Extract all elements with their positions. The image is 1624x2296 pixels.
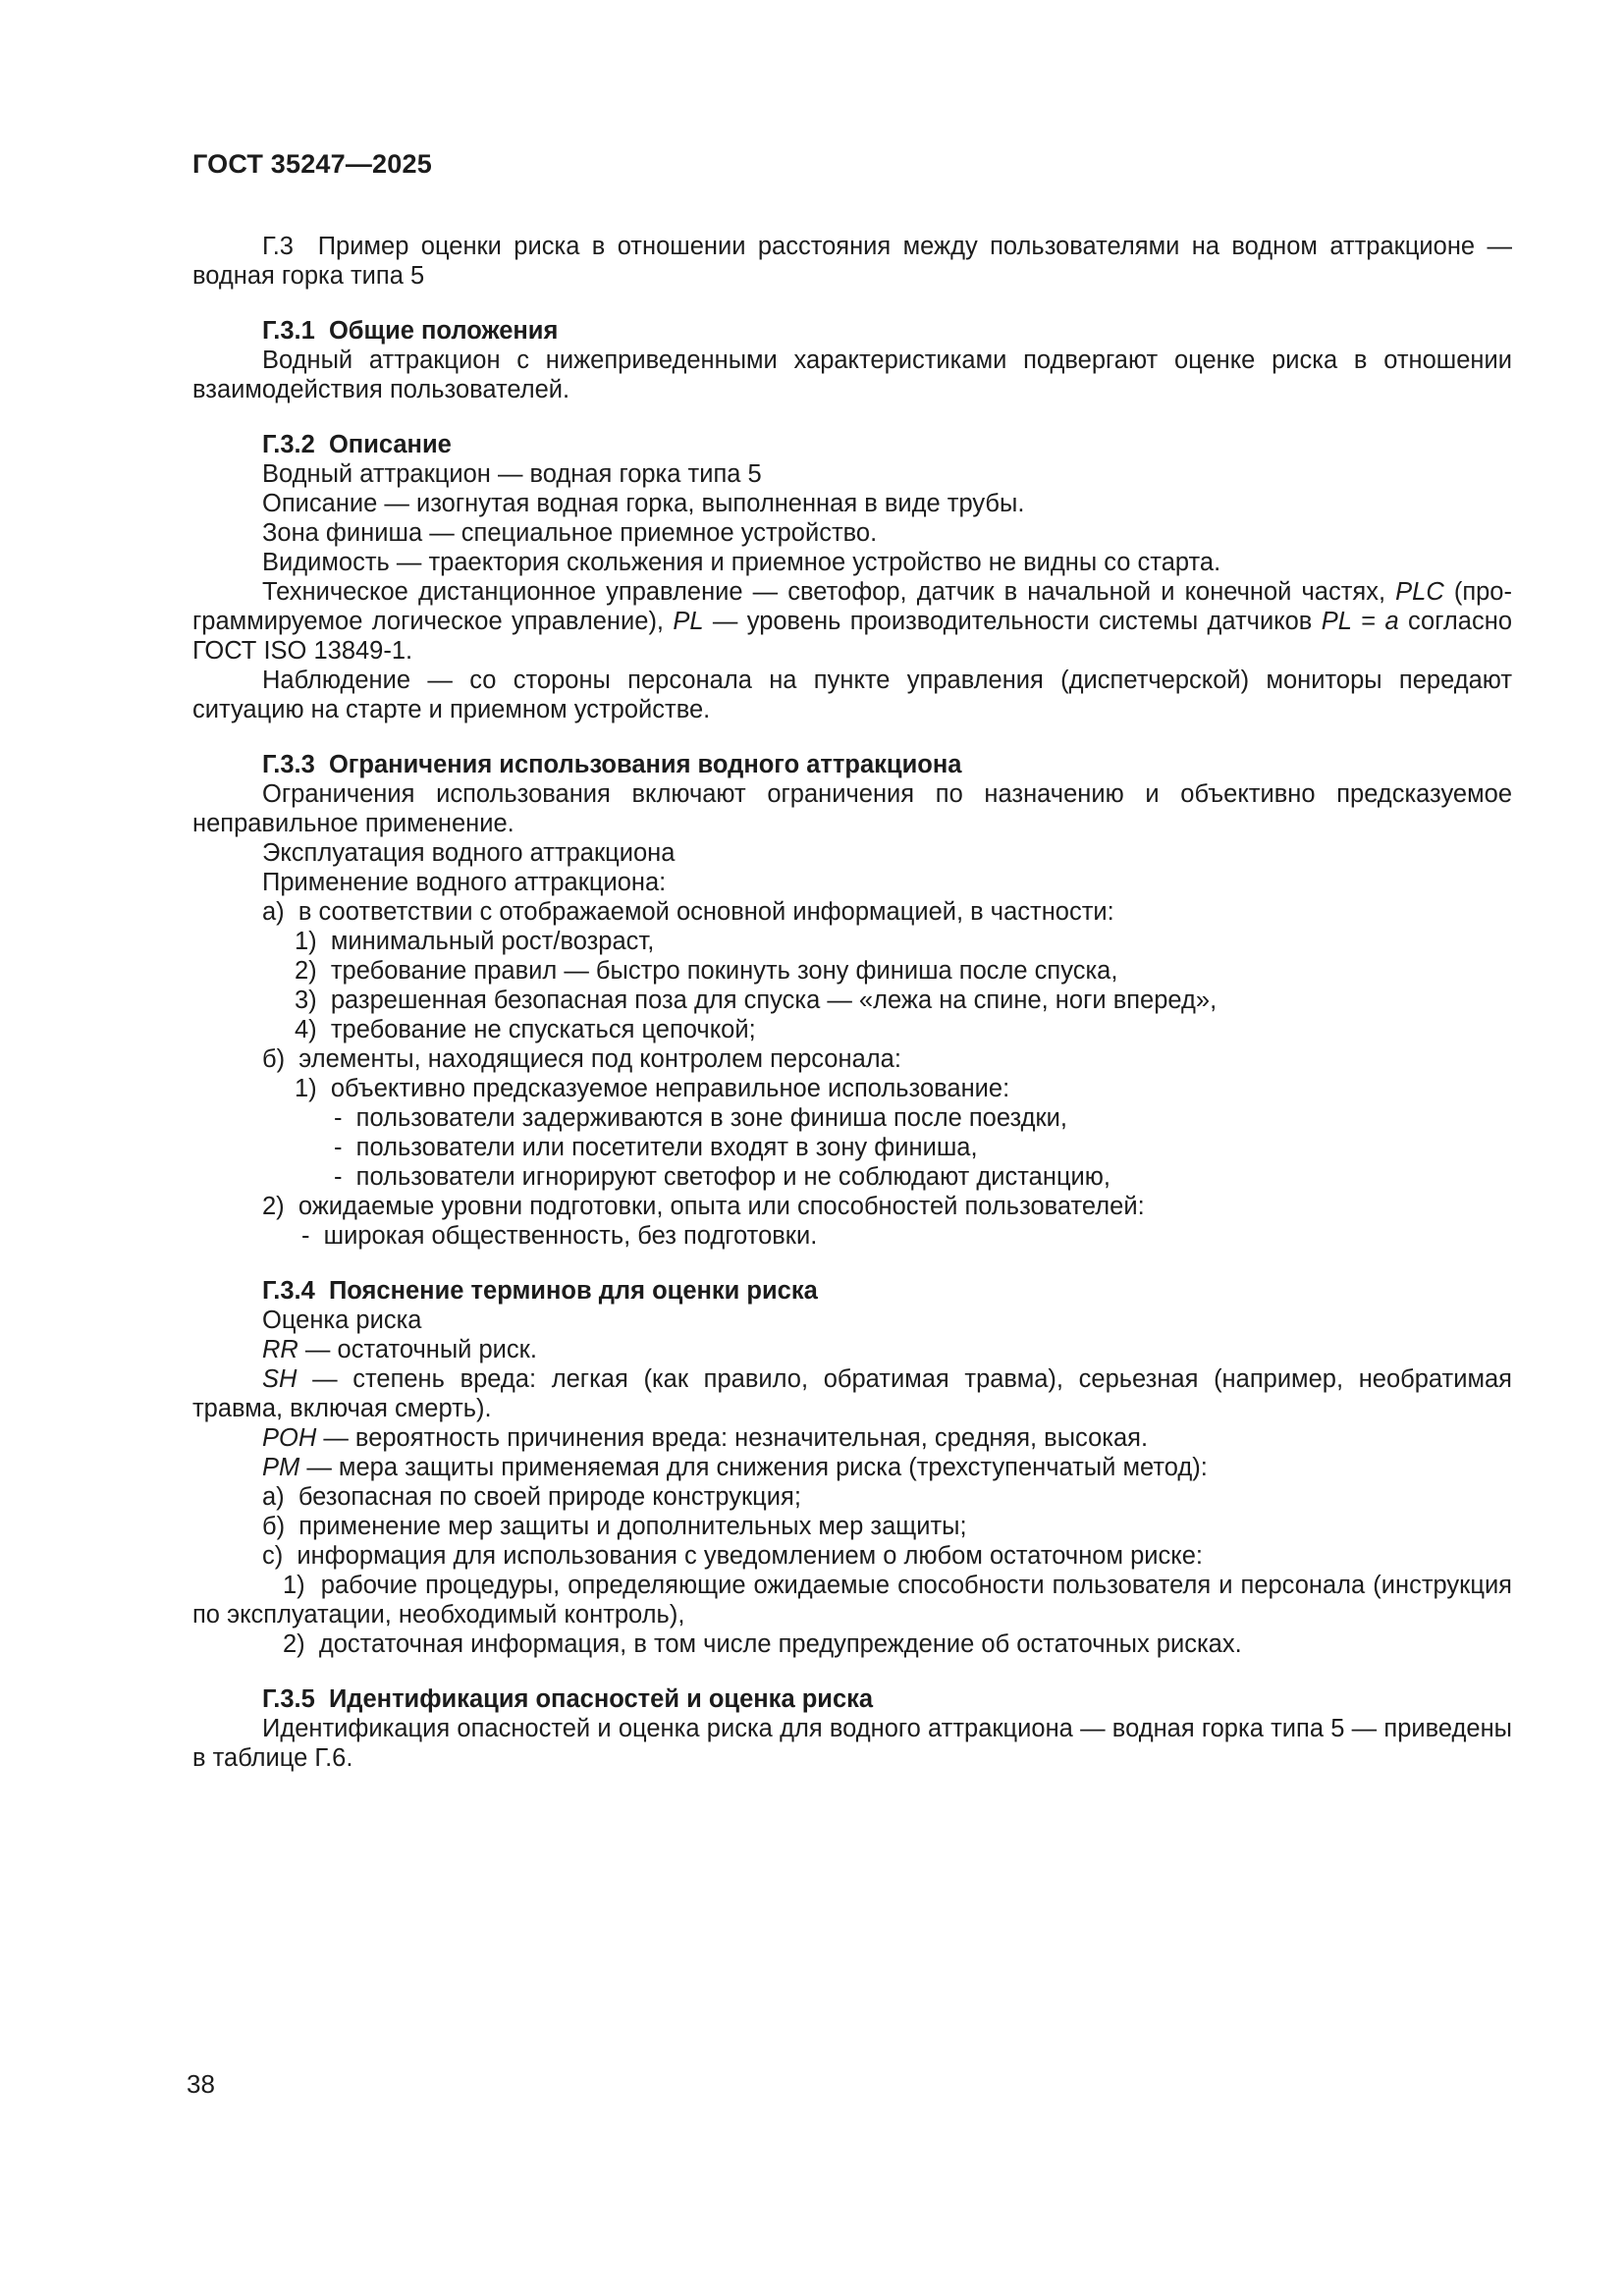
- paragraph: [192, 838, 1512, 868]
- text-run: =: [1351, 608, 1385, 635]
- text-run: Описание — изогнутая водная горка, выполненная в виде трубы.: [262, 490, 1025, 517]
- paragraph: [192, 1629, 1512, 1659]
- paragraph: [192, 1162, 1512, 1192]
- text-run: 4) требование не спускаться цепочкой;: [295, 1016, 756, 1043]
- text-run: б) применение мер защиты и дополнительных мер защиты;: [262, 1513, 967, 1540]
- text-run: - пользователи или посетители входят в зону финиша,: [334, 1134, 978, 1161]
- paragraph: [192, 666, 1512, 724]
- paragraph: [192, 1512, 1512, 1541]
- text-run: с) информация для использования с уведомлением о любом остаточном риске:: [262, 1542, 1203, 1570]
- text-run: 2) достаточная информация, в том числе предупреждение об остаточных рисках.: [283, 1630, 1242, 1658]
- paragraph: [192, 1423, 1512, 1453]
- text-run: - пользователи задерживаются в зоне финиша после поездки,: [334, 1104, 1067, 1132]
- text-run: 1) минимальный рост/возраст,: [295, 928, 655, 955]
- paragraph: [192, 459, 1512, 489]
- paragraph: [192, 986, 1512, 1015]
- paragraph: [192, 1571, 1512, 1629]
- text-run: — вероятность причинения вреда: незначительная, средняя, высокая.: [316, 1424, 1149, 1452]
- section-heading: [192, 1276, 1512, 1306]
- italic-term: POH: [262, 1424, 317, 1452]
- paragraph: [192, 1335, 1512, 1364]
- italic-term: SH: [262, 1365, 298, 1393]
- text-run: - пользователи игнорируют светофор и не соблюдают дистанцию,: [334, 1163, 1110, 1191]
- text-run: Оценка риска: [262, 1307, 422, 1334]
- paragraph: [192, 232, 1512, 291]
- text-run: Г.3.4 Пояснение терминов для оценки риска: [262, 1277, 818, 1305]
- text-run: Идентификация опасностей и оценка риска для водного аттракциона — водная горка типа 5 — приведены в таблице Г.6.: [192, 1715, 1512, 1772]
- paragraph: [192, 1541, 1512, 1571]
- paragraph: [192, 897, 1512, 927]
- paragraph: [192, 1306, 1512, 1335]
- paragraph: [192, 868, 1512, 897]
- text-run: б) элементы, находящиеся под контролем персонала:: [262, 1045, 901, 1073]
- section-heading: [192, 750, 1512, 779]
- text-run: Эксплуатация водного аттракциона: [262, 839, 676, 867]
- text-run: Зона финиша — специальное приемное устройство.: [262, 519, 878, 547]
- text-run: — уровень производительности системы датчиков: [703, 608, 1322, 635]
- text-run: - широкая общественность, без подготовки.: [301, 1222, 818, 1250]
- italic-term: a: [1384, 608, 1399, 635]
- paragraph: [192, 518, 1512, 548]
- paragraph: [192, 1192, 1512, 1221]
- paragraph: [192, 1103, 1512, 1133]
- paragraph: [192, 956, 1512, 986]
- text-run: Г.3 Пример оценки риска в отношении расстояния между пользователями на водном аттракционе — водная горка типа 5: [192, 233, 1512, 290]
- paragraph: [192, 927, 1512, 956]
- paragraph: [192, 577, 1512, 666]
- paragraph: [192, 1133, 1512, 1162]
- italic-term: PL: [1321, 608, 1352, 635]
- text-run: Ограничения использования включают ограничения по назначению и объективно предсказуемое неправильное применение.: [192, 780, 1512, 837]
- paragraph: [192, 548, 1512, 577]
- text-run: а) безопасная по своей природе конструкция;: [262, 1483, 801, 1511]
- text-run: 2) ожидаемые уровни подготовки, опыта или способностей пользователей:: [262, 1193, 1145, 1220]
- section-heading: [192, 1684, 1512, 1714]
- italic-term: PLC: [1395, 578, 1444, 606]
- text-run: 2) требование правил — быстро покинуть зону финиша после спуска,: [295, 957, 1118, 985]
- paragraph: [192, 346, 1512, 404]
- page-number: 38: [187, 2069, 215, 2099]
- italic-term: RR: [262, 1336, 298, 1363]
- paragraph: [192, 1221, 1512, 1251]
- text-run: Водный аттракцион — водная горка типа 5: [262, 460, 762, 488]
- italic-term: PL: [673, 608, 704, 635]
- text-run: — степень вреда: легкая (как правило, обратимая травма), серьезная (например, необратимая травма, включая смерть).: [192, 1365, 1512, 1422]
- text-run: 1) объективно предсказуемое неправильное использование:: [295, 1075, 1010, 1102]
- paragraph: [192, 1015, 1512, 1044]
- text-run: Видимость — траектория скольжения и приемное устройство не видны со старта.: [262, 549, 1221, 576]
- text-run: согласно ГОСТ ISO 13849-1.: [192, 608, 1513, 665]
- text-run: Наблюдение — со стороны персонала на пункте управления (диспетчерской) мониторы передают ситуацию на старте и приемном устройстве.: [192, 667, 1512, 723]
- paragraph: [192, 1364, 1512, 1423]
- paragraph: [192, 489, 1512, 518]
- paragraph: [192, 1714, 1512, 1773]
- paragraph: [192, 1482, 1512, 1512]
- section-heading: [192, 316, 1512, 346]
- italic-term: PM: [262, 1454, 300, 1481]
- text-run: Г.3.3 Ограничения использования водного аттракциона: [262, 751, 962, 778]
- running-header: ГОСТ 35247—2025: [192, 149, 432, 179]
- text-run: Водный аттракцион с нижеприведенными характеристиками подвергают оценке риска в отношении взаимодействия пользователей.: [192, 347, 1512, 403]
- text-run: — остаточный риск.: [298, 1336, 537, 1363]
- text-run: Г.3.1 Общие положения: [262, 317, 559, 345]
- paragraph: [192, 1044, 1512, 1074]
- text-run: а) в соответствии с отображаемой основной информацией, в частности:: [262, 898, 1114, 926]
- text-run: (программируемое логическое управление),: [192, 578, 1512, 635]
- section-heading: [192, 430, 1512, 459]
- text-run: Г.3.5 Идентификация опасностей и оценка риска: [262, 1685, 874, 1713]
- paragraph: [192, 1453, 1512, 1482]
- text-run: 3) разрешенная безопасная поза для спуска — «лежа на спине, ноги вперед»,: [295, 987, 1218, 1014]
- text-run: Г.3.2 Описание: [262, 431, 452, 458]
- document-content: [192, 232, 1512, 1773]
- text-run: 1) рабочие процедуры, определяющие ожидаемые способности пользователя и персонала (инструкция по эксплуатации, необходимый контроль),: [192, 1572, 1512, 1629]
- text-run: — мера защиты применяемая для снижения риска (трехступенчатый метод):: [299, 1454, 1208, 1481]
- paragraph: [192, 779, 1512, 838]
- paragraph: [192, 1074, 1512, 1103]
- text-run: Техническое дистанционное управление — светофор, датчик в начальной и конечной частях,: [262, 578, 1396, 606]
- text-run: Применение водного аттракциона:: [262, 869, 667, 896]
